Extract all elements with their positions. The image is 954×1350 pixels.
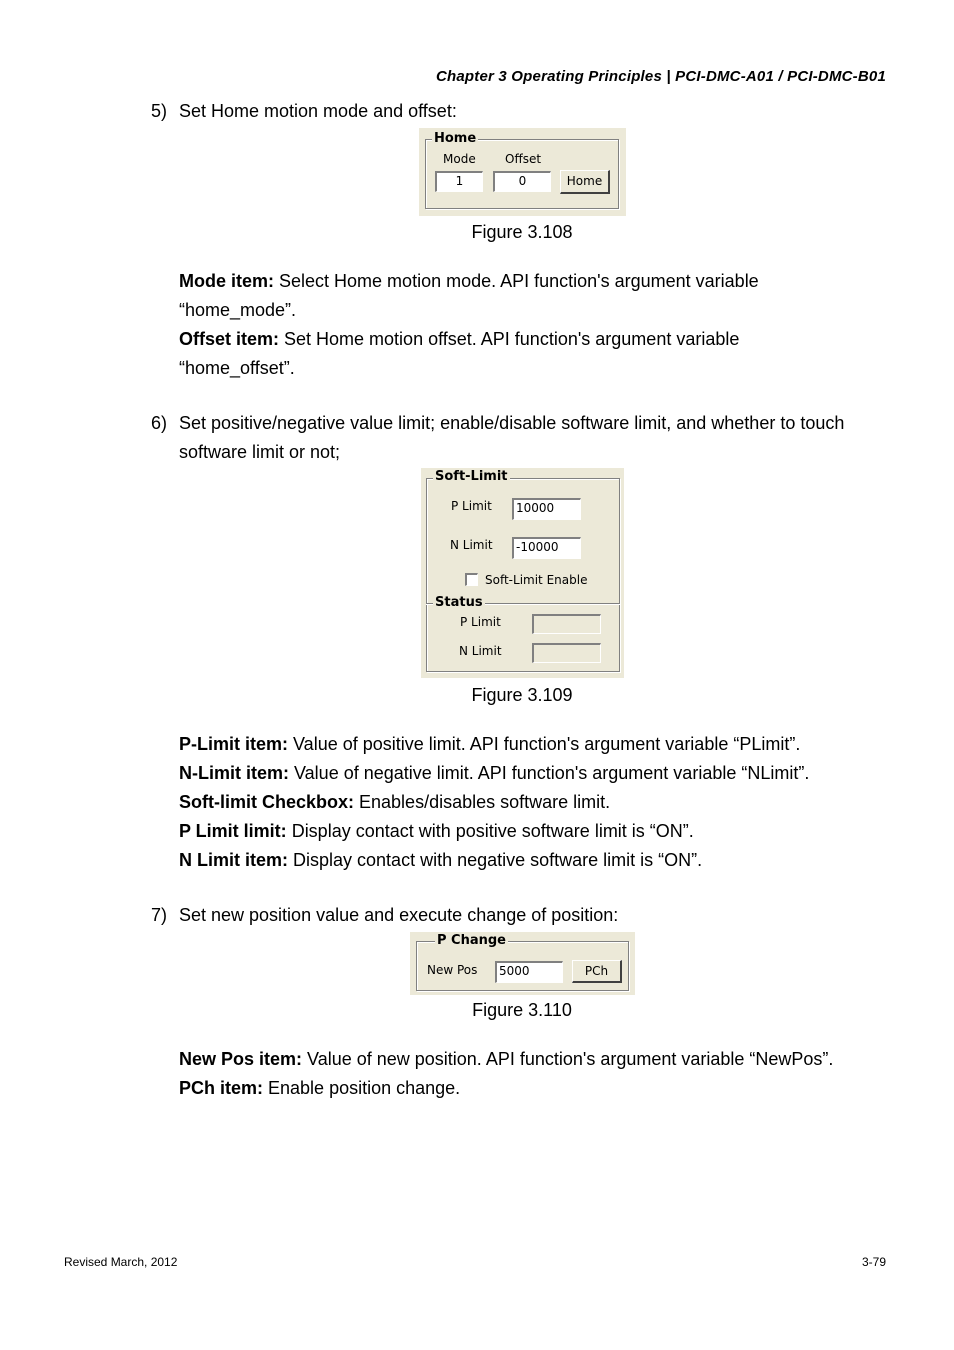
para-line (179, 325, 899, 354)
step-number: 5) (151, 101, 168, 121)
description: Display contact with positive software limit is “ON”. (286, 821, 694, 841)
offset-label: Offset (505, 152, 542, 166)
status-p-limit-indicator (532, 614, 601, 634)
term: P Limit limit: (179, 821, 287, 841)
soft-limit-enable-checkbox[interactable] (465, 573, 478, 586)
step-number: 7) (151, 905, 168, 925)
status-n-limit-indicator (532, 643, 601, 663)
status-p-limit-label: P Limit (460, 615, 501, 629)
step-text: Set new position value and execute change of position: (179, 905, 619, 925)
footer-revision: Revised March, 2012 (64, 1255, 178, 1269)
new-pos-input[interactable]: 5000 (495, 961, 563, 983)
para-line (179, 296, 899, 325)
para-line (179, 1074, 899, 1103)
description: Set Home motion offset. API function's argument variable (279, 329, 740, 349)
para-line (179, 1045, 899, 1074)
term: Mode item: (179, 271, 275, 291)
para-line (179, 846, 899, 875)
description: Display contact with negative software limit is “ON”. (288, 850, 703, 870)
para-line (179, 267, 899, 296)
mode-input[interactable]: 1 (435, 171, 483, 192)
term: N-Limit item: (179, 763, 289, 783)
para-line (179, 817, 899, 846)
p-limit-label: P Limit (451, 499, 492, 513)
n-limit-label: N Limit (450, 538, 493, 552)
p-limit-input[interactable]: 10000 (512, 498, 581, 520)
description: “home_mode”. (179, 300, 297, 320)
p-change-group-title: P Change (437, 933, 506, 948)
p-change-panel (410, 932, 635, 995)
para-line (179, 730, 899, 759)
step-number: 6) (151, 413, 168, 433)
status-group-title: Status (435, 595, 483, 610)
para-line (179, 788, 899, 817)
para-6 (179, 730, 899, 875)
home-button[interactable]: Home (560, 170, 610, 194)
figure-caption: Figure 3.110 (472, 1000, 572, 1020)
new-pos-label: New Pos (427, 963, 478, 977)
footer-page-number: 3-79 (861, 1255, 886, 1269)
home-group-title: Home (434, 131, 477, 146)
para-line (179, 759, 899, 788)
soft-limit-group-title: Soft-Limit (435, 469, 508, 484)
mode-label: Mode (443, 152, 476, 166)
description: Value of positive limit. API function's argument variable “PLimit”. (288, 734, 801, 754)
term: Soft-limit Checkbox: (179, 792, 355, 812)
description: Enables/disables software limit. (354, 792, 611, 812)
term: PCh item: (179, 1078, 264, 1098)
description: Enable position change. (263, 1078, 461, 1098)
description: Value of new position. API function's argument variable “NewPos”. (302, 1049, 834, 1069)
step-text: Set positive/negative value limit; enable/disable software limit, and whether to touch software limit or not; (179, 413, 845, 462)
term: P-Limit item: (179, 734, 289, 754)
n-limit-input[interactable]: -10000 (512, 537, 581, 559)
step-text: Set Home motion mode and offset: (179, 101, 457, 121)
description: Value of negative limit. API function's argument variable “NLimit”. (289, 763, 810, 783)
term: Offset item: (179, 329, 280, 349)
offset-input[interactable]: 0 (493, 171, 551, 192)
pch-button[interactable]: PCh (572, 960, 622, 983)
soft-limit-enable-label: Soft-Limit Enable (485, 573, 588, 587)
figure-caption: Figure 3.108 (471, 222, 573, 242)
term: N Limit item: (179, 850, 289, 870)
home-panel (419, 128, 626, 216)
description: “home_offset”. (179, 358, 295, 378)
status-n-limit-label: N Limit (459, 644, 502, 658)
description: Select Home motion mode. API function's argument variable (274, 271, 759, 291)
figure-caption: Figure 3.109 (471, 685, 573, 705)
soft-limit-panel (421, 468, 624, 678)
para-line (179, 354, 899, 383)
para-5 (179, 267, 899, 383)
para-7 (179, 1045, 899, 1103)
page-header: Chapter 3 Operating Principles | PCI-DMC-A01 / PCI-DMC-B01 (435, 68, 886, 85)
term: New Pos item: (179, 1049, 303, 1069)
